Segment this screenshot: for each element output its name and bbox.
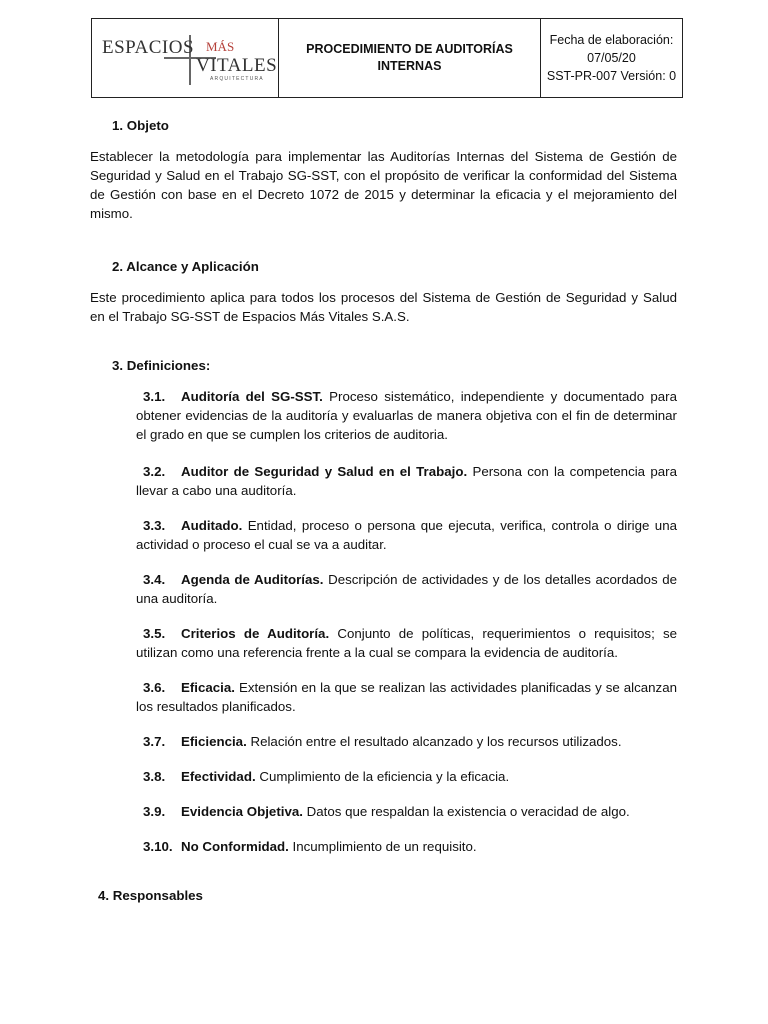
definition-number: 3.4. [143, 572, 166, 587]
definition-item [136, 624, 677, 662]
definition-term: Agenda de Auditorías. [181, 572, 324, 587]
section-2-heading: 2. Alcance y Aplicación [112, 259, 259, 274]
document-meta [541, 19, 682, 97]
definition-item [136, 732, 677, 751]
definition-number: 3.1. [143, 389, 166, 404]
definition-text: Datos que respaldan la existencia o veracidad de algo. [302, 804, 630, 819]
definition-term: Efectividad. [181, 769, 256, 784]
meta-date-label: Fecha de elaboración: [549, 33, 674, 47]
logo-word-vitales: VITALES [196, 55, 278, 76]
definition-item [136, 678, 677, 716]
definition-number: 3.9. [143, 804, 166, 819]
section-2-text: Este procedimiento aplica para todos los procesos del Sistema de Gestión de Seguridad y Salud en el Trabajo SG-SST de Espacios Más Vitales S.A.S. [90, 290, 677, 324]
document-title: PROCEDIMIENTO DE AUDITORÍAS INTERNAS [279, 19, 541, 97]
definition-text: Persona con la competencia para llevar a cabo una auditoría. [136, 464, 677, 498]
logo-word-mas: MÁS [206, 39, 235, 54]
definition-item [136, 387, 677, 444]
meta-date: 07/05/20 [587, 51, 636, 65]
meta-code-version: SST-PR-007 Versión: 0 [546, 69, 677, 83]
definition-item [136, 516, 677, 554]
definition-term: Auditor de Seguridad y Salud en el Trabajo. [181, 464, 468, 479]
definition-term: No Conformidad. [181, 839, 289, 854]
document-header [91, 18, 683, 98]
section-4-heading: 4. Responsables [98, 888, 203, 903]
definition-item [136, 767, 677, 786]
definition-term: Eficacia. [181, 680, 235, 695]
definition-number: 3.3. [143, 518, 166, 533]
definition-item [136, 802, 677, 821]
logo-cell [92, 19, 279, 97]
section-1-heading: 1. Objeto [112, 118, 169, 133]
definition-item [136, 462, 677, 500]
definition-number: 3.10. [143, 839, 173, 854]
definition-number: 3.5. [143, 626, 166, 641]
definition-number: 3.7. [143, 734, 166, 749]
definition-number: 3.2. [143, 464, 166, 479]
document-body [90, 116, 677, 905]
definition-term: Auditoría del SG-SST. [181, 389, 323, 404]
logo-word-espacios: ESPACIOS [102, 37, 195, 58]
definition-term: Evidencia Objetiva. [181, 804, 303, 819]
definition-item [136, 837, 677, 856]
definitions-list [90, 387, 677, 856]
definition-text: Descripción de actividades y de los detalles acordados de una auditoría. [136, 572, 677, 606]
section-3-heading: 3. Definiciones: [112, 358, 211, 373]
section-1-text: Establecer la metodología para implementar las Auditorías Internas del Sistema de Gestión de Seguridad y Salud en el Trabajo SG-SST, con el propósito de verificar la conformidad del Sistema de Gestión con base en el Decreto 1072 de 2015 y determinar la eficacia y el mejoramiento del mismo. [90, 149, 677, 221]
definition-text: Cumplimiento de la eficiencia y la eficacia. [255, 769, 510, 784]
definition-term: Auditado. [181, 518, 243, 533]
definition-text: Extensión en la que se realizan las actividades planificadas y se alcanzan los resultados planificados. [136, 680, 677, 714]
logo-word-arquitectura: ARQUITECTURA [210, 76, 264, 82]
definition-text: Proceso sistemático, independiente y documentado para obtener evidencias de la auditoría y evaluarlas de manera objetiva con el fin de determinar el grado en que se cumplen los criterios de auditoria. [136, 389, 677, 442]
definition-text: Entidad, proceso o persona que ejecuta, verifica, controla o dirige una actividad o proceso el cual se va a auditar. [136, 518, 677, 552]
definition-number: 3.8. [143, 769, 166, 784]
definition-text: Conjunto de políticas, requerimientos o requisitos; se utilizan como una referencia frente a la cual se compara la evidencia de auditoría. [136, 626, 677, 660]
definition-text: Relación entre el resultado alcanzado y los recursos utilizados. [246, 734, 622, 749]
company-logo [102, 35, 278, 85]
definition-term: Criterios de Auditoría. [181, 626, 330, 641]
definition-term: Eficiencia. [181, 734, 247, 749]
definition-number: 3.6. [143, 680, 166, 695]
definition-text: Incumplimiento de un requisito. [288, 839, 477, 854]
definition-item [136, 570, 677, 608]
